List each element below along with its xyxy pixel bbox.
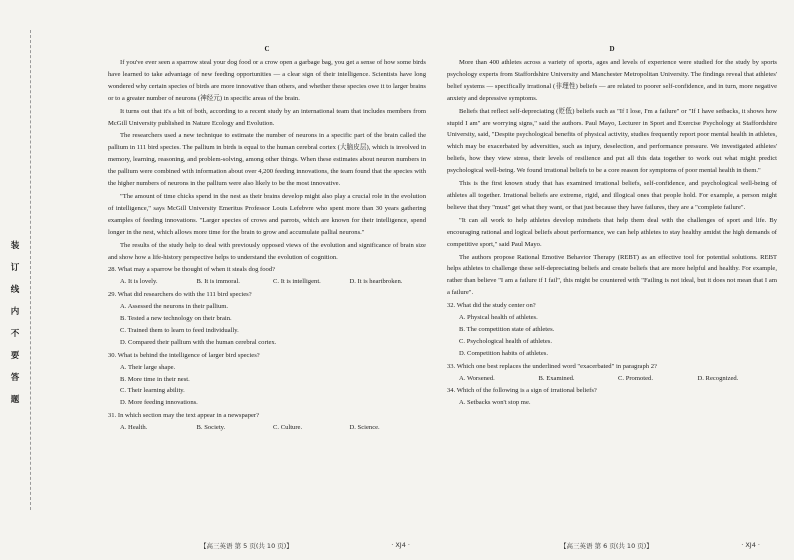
answer-option: A. Health. [120, 424, 148, 432]
answer-option: C. It is intelligent. [273, 278, 321, 286]
answer-option: A. Assessed the neurons in their pallium. [120, 303, 229, 311]
answer-option: B. The competition state of athletes. [459, 325, 555, 333]
passage-paragraph: Beliefs that reflect self-depreciating (贬低) beliefs such as "If I lose, I'm a failure" or "If I have setbacks, it shows how stupid I am" are worrying signs," said the authors. Paul Mayo, Lecturer in Sport and Exercise Psychology at Staffordshire University, said, "Despite psychological benefits of physical activity, studies frequently report poor mental health in athletes, which may be exacerbated by adversities, such as injury, deselection, and performance pressure. We investigated athletes' beliefs, how they view stress, their levels of resilience and put all this data together to work out what might predict psychological well-being. We found irrational beliefs to be a core reason for symptoms of poor mental health in them." [447, 107, 777, 175]
options-group [447, 397, 777, 409]
answer-option: A. It is lovely. [120, 278, 158, 286]
options-group [447, 373, 777, 385]
passage-paragraph: If you've ever seen a sparrow steal your dog food or a crow open a garbage bag, you get a sense of how some birds have learned to take advantage of new feeding opportunities — a clear sign of their intelligence. Scientists have long wondered why certain species of birds are more innovative than others, and whether these species owe it to larger brains or to a greater number of neurons (神经元) in specific areas of the brain. [108, 59, 426, 102]
answer-option: C. Psychological health of athletes. [459, 337, 553, 345]
margin-char: 不 [10, 329, 20, 339]
passage-paragraph: It turns out that it's a bit of both, according to a recent study by an international team that includes members from McGill University published in Nature Ecology and Evolution. [108, 107, 426, 127]
question-stem: 31. In which section may the text appear in a newspaper? [108, 412, 260, 420]
margin-char: 要 [10, 351, 20, 361]
paper-code: · XJ4 · [741, 541, 760, 549]
options-group [108, 276, 426, 288]
question-34 [447, 385, 777, 409]
question-32 [447, 300, 777, 360]
answer-option: B. It is immoral. [196, 278, 240, 286]
question-stem: 29. What did researchers do with the 111 bird species? [108, 291, 252, 299]
passage-paragraph: "The amount of time chicks spend in the nest as their brains develop might also play a crucial role in the evolution of intelligence," says McGill University Emeritus Professor Louis Lefebvre who spent more than 30 years gathering examples of feeding innovations. "Larger species of crows and parrots, which are known for their intelligence, spend longer in the nest, which allows more time for the brain to grow and accumulate pallial neurons." [108, 192, 426, 236]
passage-paragraph: More than 400 athletes across a variety of sports, ages and levels of experience were studied for the study by sports psychology experts from Staffordshire University and Manchester Metropolitan University. The findings reveal that athletes' belief systems — specifically irrational (非理性) beliefs — are related to poorer self-confidence, and in turn, more negative anxiety and depressive symptoms. [447, 59, 777, 102]
question-stem: 28. What may a sparrow be thought of when it steals dog food? [108, 266, 276, 274]
question-33 [447, 361, 777, 385]
section-title-d: D [609, 45, 615, 53]
margin-char: 线 [10, 285, 20, 295]
answer-option: D. Science. [349, 424, 380, 432]
options-group [108, 422, 426, 434]
binding-margin [0, 30, 31, 510]
answer-option: A. Worsened. [459, 374, 495, 382]
passage-paragraph: The authors propose Rational Emotive Behavior Therapy (REBT) as an effective tool for potential solutions. REBT helps athletes to challenge these self-depreciating beliefs and create beliefs that are more helpful and healthy. For example, rather than believe "I am a failure if I fail", this might be countered with "Failing is not ideal, but it does not mean that I am a failure". [447, 253, 777, 297]
answer-option: D. Recognized. [697, 374, 739, 382]
answer-option: B. Society. [196, 424, 226, 432]
answer-option: C. Trained them to learn to feed individually. [120, 326, 239, 334]
margin-char: 答 [10, 373, 20, 383]
question-stem: 33. Which one best replaces the underlined word "exacerbated" in paragraph 2? [447, 362, 657, 370]
binding-margin-label [7, 235, 23, 411]
margin-char: 订 [10, 263, 20, 273]
question-stem: 32. What did the study center on? [447, 302, 536, 310]
passage-paragraph: "It can all work to help athletes develop mindsets that help them deal with the challenges of sport and life. By encouraging rational and logical beliefs about performance, we can help athletes to stay healthy amidst the high demands of competitive sport," said Paul Mayo. [447, 216, 777, 248]
passage-paragraph: The researchers used a new technique to estimate the number of neurons in a specific part of the brain called the pallium in 111 bird species. The pallium in birds is equal to the human cerebral cortex (大脑皮层), which is involved in memory, learning, reasoning, and problem-solving, among other things. When these estimates about neuron numbers in the pallium were combined with information about over 4,200 feeding innovations, the team found that the species with the higher numbers of neurons in the pallium were also likely to be the most innovative. [108, 132, 426, 188]
answer-option: C. Their learning ability. [120, 387, 185, 395]
page-number-label: 【高三英语 第 5 页(共 10 页)】 [200, 542, 293, 550]
question-28 [108, 264, 426, 288]
passage-paragraph: The results of the study help to deal with previously opposed views of the evolution and significance of brain size and show how a life-history perspective helps to understand the evolution of cognition. [108, 241, 426, 261]
answer-option: B. More time in their nest. [120, 375, 190, 383]
page-number-label: 【高三英语 第 6 页(共 10 页)】 [560, 542, 653, 550]
question-stem: 34. Which of the following is a sign of irrational beliefs? [447, 387, 597, 395]
options-group [108, 362, 426, 410]
passage-paragraph: This is the first known study that has examined irrational beliefs, self-confidence, and psychological well-being of athletes all together. Irrational beliefs are extreme, rigid, and illogical ones that people hold. For example, a person might believe that they "must" get what they want, or that just because they have failures, they are a "complete failure". [447, 180, 777, 211]
margin-char: 内 [10, 307, 20, 317]
answer-option: D. Compared their pallium with the human cerebral cortex. [120, 338, 277, 346]
margin-char: 装 [10, 241, 20, 251]
question-31 [108, 410, 426, 434]
answer-option: D. Competition habits of athletes. [459, 349, 549, 357]
paper-code: · XJ4 · [391, 541, 410, 549]
answer-option: B. Tested a new technology on their brain. [120, 315, 232, 323]
answer-option: D. It is heartbroken. [349, 278, 403, 286]
left-page [108, 44, 426, 434]
question-stem: 30. What is behind the intelligence of larger bird species? [108, 351, 260, 359]
answer-option: A. Their large shape. [120, 363, 176, 371]
answer-option: A. Setbacks won't stop me. [459, 399, 531, 407]
section-title-c: C [264, 45, 270, 53]
answer-option: A. Physical health of athletes. [459, 314, 538, 322]
answer-option: B. Examined. [538, 374, 575, 382]
options-group [108, 301, 426, 349]
question-30 [108, 350, 426, 410]
right-page [447, 44, 777, 409]
options-group [447, 312, 777, 360]
margin-char: 题 [10, 395, 20, 405]
question-29 [108, 289, 426, 349]
answer-option: D. More feeding innovations. [120, 399, 198, 407]
answer-option: C. Culture. [273, 424, 303, 432]
answer-option: C. Promoted. [618, 374, 653, 382]
